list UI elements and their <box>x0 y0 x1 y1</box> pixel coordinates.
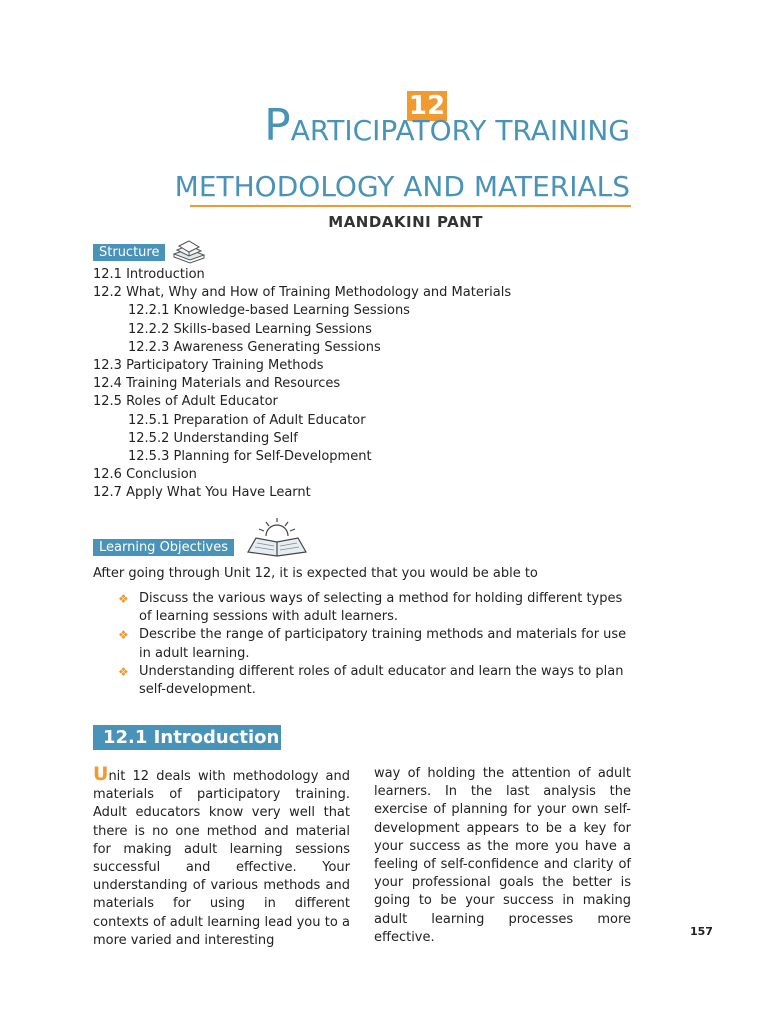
toc-item: 12.6 Conclusion <box>93 467 197 483</box>
intro-right-column: way of holding the attention of adult learners. In the last analysis the exercise of planning for your own self-development appears to be a key for your success as the more you have a feeling of self-confidence and clarity of your professional goals the better is going to be your success in making adult learning processes more effective. <box>374 766 631 945</box>
open-book-sun-icon <box>244 516 310 558</box>
toc-subitem: 12.2.1 Knowledge-based Learning Sessions <box>128 303 410 319</box>
drop-cap: U <box>93 763 109 785</box>
toc-item: 12.1 Introduction <box>93 267 205 282</box>
toc-subitem: 12.5.3 Planning for Self-Development <box>128 449 372 465</box>
objective-text: Discuss the various ways of selecting a method for holding different types of learning sessions with adult learners. <box>139 591 623 625</box>
toc-subitem: 12.5.2 Understanding Self <box>128 430 298 446</box>
toc-subitem: 12.2.3 Awareness Generating Sessions <box>128 339 381 355</box>
toc-item: 12.7 Apply What You Have Learnt <box>93 485 311 501</box>
toc-item: 12.5 Roles of Adult Educator <box>93 394 278 410</box>
intro-left-column <box>93 765 350 950</box>
diamond-bullet-icon: ❖ <box>118 592 129 606</box>
toc-item: 12.3 Participatory Training Methods <box>93 358 324 374</box>
objective-text: Describe the range of participatory training methods and materials for use in adult learning. <box>139 627 627 661</box>
objectives-intro: After going through Unit 12, it is expected that you would be able to <box>93 566 538 581</box>
unit-number-badge: 12 <box>408 91 446 121</box>
objective-item <box>118 590 638 626</box>
objective-text: Understanding different roles of adult educator and learn the ways to plan self-development. <box>139 663 624 698</box>
toc-item: 12.4 Training Materials and Resources <box>93 376 341 392</box>
chapter-title-line1 <box>264 100 630 151</box>
objective-item <box>118 626 638 662</box>
section-heading-introduction: 12.1 Introduction <box>93 725 281 750</box>
title-line1-rest: ARTICIPATORY TRAINING <box>290 114 630 147</box>
intro-left-text: nit 12 deals with methodology and materials of participatory training. Adult educators know very well that there is no one method and material for making adult learning sessions successful and effective. Your understanding of various methods and materials for using in different contexts of adult learning lead you to a more varied and interesting <box>93 769 350 948</box>
diamond-bullet-icon: ❖ <box>118 664 129 679</box>
books-icon <box>172 238 206 264</box>
structure-label: Structure <box>93 244 165 261</box>
toc-subitem: 12.5.1 Preparation of Adult Educator <box>128 412 366 428</box>
author-name: MANDAKINI PANT <box>328 213 483 231</box>
page-number: 157 <box>690 925 713 938</box>
title-initial-letter: P <box>264 100 291 151</box>
objectives-list <box>118 590 638 699</box>
learning-objectives-label: Learning Objectives <box>93 539 234 556</box>
toc-subitem: 12.2.2 Skills-based Learning Sessions <box>128 321 372 337</box>
objective-item <box>118 663 638 699</box>
structure-list <box>93 266 511 503</box>
title-underline <box>190 205 631 207</box>
chapter-title-line2: METHODOLOGY AND MATERIALS <box>174 170 630 203</box>
diamond-bullet-icon: ❖ <box>118 628 129 643</box>
toc-item: 12.2 What, Why and How of Training Methodology and Materials <box>93 285 512 301</box>
